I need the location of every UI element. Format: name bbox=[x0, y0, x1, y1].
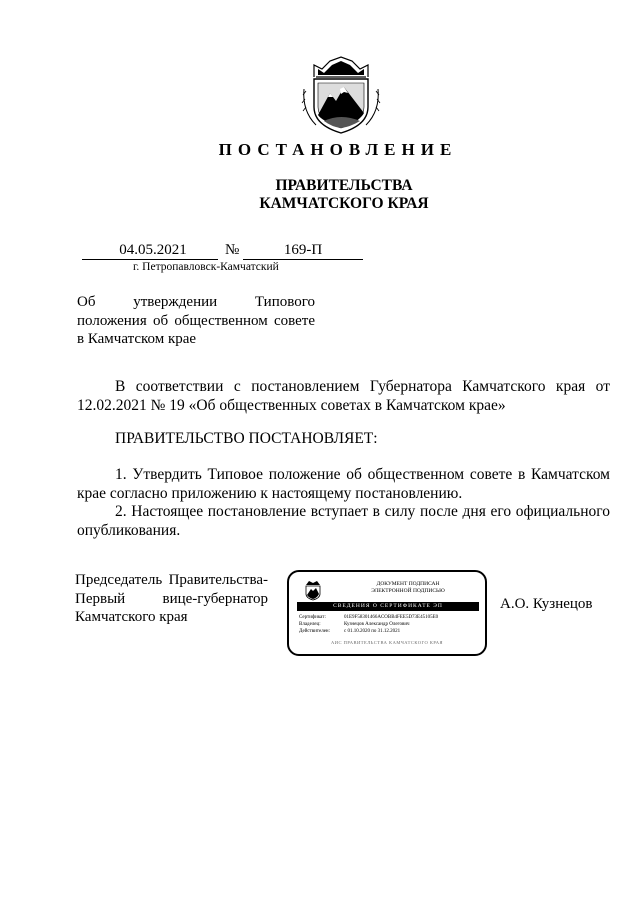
stamp-cert-row bbox=[299, 615, 438, 621]
stamp-valid-value: с 01.10.2020 по 31.12.2021 bbox=[344, 629, 401, 634]
stamp-header bbox=[335, 581, 481, 595]
signer-position-line-3: Камчатского края bbox=[75, 609, 188, 625]
number-sign: № bbox=[225, 242, 240, 258]
signer-name: А.О. Кузнецов bbox=[500, 596, 593, 612]
stamp-valid-row bbox=[299, 629, 400, 635]
stamp-cert-value: 01E9F58301466ACOBB4FEE5D73E45105E0 bbox=[344, 615, 439, 620]
item-2-paragraph: 2. Настоящее постановление вступает в силу после дня его официального опубликования. bbox=[77, 503, 610, 539]
stamp-owner-value: Кузнецов Александр Олегович bbox=[344, 622, 410, 627]
authority-line-2: КАМЧАТСКОГО КРАЯ bbox=[259, 195, 429, 212]
stamp-header-line-2: ЭЛЕКТРОННОЙ ПОДПИСЬЮ bbox=[371, 588, 445, 594]
stamp-cert-label: Сертификат: bbox=[299, 615, 326, 620]
signer-position bbox=[75, 571, 268, 627]
document-city: г. Петропавловск-Камчатский bbox=[133, 261, 279, 273]
document-number: 169-П bbox=[243, 242, 363, 260]
preamble-paragraph: В соответствии с постановлением Губернатора Камчатского края от 12.02.2021 № 19 «Об общественных советах в Камчатском крае» bbox=[77, 378, 610, 414]
stamp-header-line-1: ДОКУМЕНТ ПОДПИСАН bbox=[376, 581, 440, 587]
stamp-footer: АИС ПРАВИТЕЛЬСТВА КАМЧАТСКОГО КРАЯ bbox=[330, 640, 444, 645]
signer-position-line-1: Председатель Правительства- bbox=[75, 572, 268, 588]
document-date: 04.05.2021 bbox=[82, 242, 218, 260]
resolves-paragraph: ПРАВИТЕЛЬСТВО ПОСТАНОВЛЯЕТ: bbox=[115, 430, 378, 447]
document-title: ПОСТАНОВЛЕНИЕ bbox=[218, 140, 458, 159]
stamp-valid-label: Действителен: bbox=[299, 629, 330, 634]
stamp-owner-row bbox=[299, 622, 410, 628]
electronic-signature-stamp bbox=[287, 570, 487, 656]
stamp-owner-label: Владелец: bbox=[299, 622, 321, 627]
signer-position-line-2: Первый вице-губернатор bbox=[75, 590, 268, 607]
stamp-emblem-icon bbox=[303, 579, 323, 601]
stamp-certificate-bar: СВЕДЕНИЯ О СЕРТИФИКАТЕ ЭП bbox=[297, 602, 479, 611]
document-subject: Об утверждении Типового положения об общественном совете в Камчатском крае bbox=[77, 294, 315, 347]
authority-line-1: ПРАВИТЕЛЬСТВА bbox=[275, 177, 413, 194]
coat-of-arms-icon bbox=[300, 55, 382, 135]
item-1-paragraph: 1. Утвердить Типовое положение об общественном совете в Камчатском крае согласно приложению к настоящему постановлению. bbox=[77, 466, 610, 502]
